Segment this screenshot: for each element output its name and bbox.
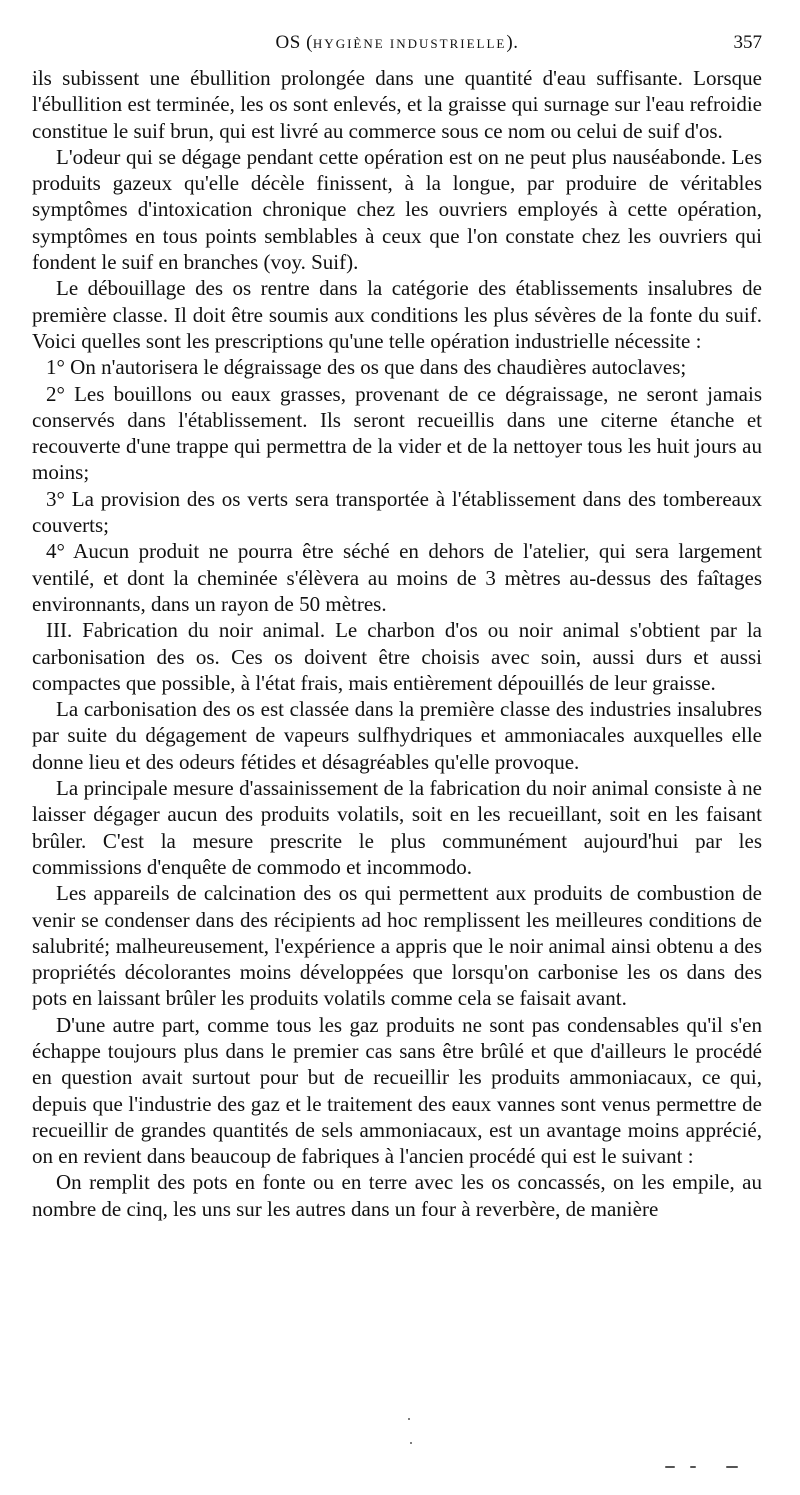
paragraph: ils subissent une ébullition prolongée dans une quantité d'eau suffisante. Lorsque l'ébullition est terminée, les os sont enlevés, et la graisse qui surnage sur l'eau refroidie constitue le suif brun, qui est livré au commerce sous ce nom ou celui de suif d'os. bbox=[32, 66, 762, 143]
running-title-smallcaps: HYGIÈNE INDUSTRIELLE bbox=[312, 36, 507, 51]
running-title-suffix: ). bbox=[506, 32, 519, 53]
list-item: 4° Aucun produit ne pourra être séché en dehors de l'atelier, qui sera largement ventilé, et dont la cheminée s'élèvera au moins de 3 mètres au-dessus des faîtages environnants, dans un rayon de 50 mètres. bbox=[32, 539, 762, 616]
list-item: 3° La provision des os verts sera transportée à l'établissement dans des tombereaux couverts; bbox=[32, 486, 762, 538]
paragraph: D'une autre part, comme tous les gaz produits ne sont pas condensables qu'il s'en échappe toujours plus dans le premier cas sans être brûlé et que d'ailleurs le procédé en question avait surtout pour but de recueillir les produits ammoniacaux, ce qui, depuis que l'industrie des gaz et le traitement des eaux vannes sont venus permettre de recueillir de grandes quantités de sels ammoniacaux, est un avantage moins apprécié, on en revient dans beaucoup de fabriques à l'ancien procédé qui est le suivant : bbox=[32, 1012, 762, 1169]
page-number: 357 bbox=[733, 32, 762, 53]
print-speck bbox=[410, 1442, 412, 1444]
paragraph: L'odeur qui se dégage pendant cette opération est on ne peut plus nauséabonde. Les produits gazeux qu'elle décèle finissent, à la longue, par produire de véritables symptômes d'intoxication chronique chez les ouvriers employés à cette opération, symptômes en tous points semblables à ceux que l'on constate chez les ouvriers qui fondent le suif en branches (voy. Suif). bbox=[32, 144, 762, 275]
print-specks bbox=[400, 1400, 760, 1480]
paragraph: La carbonisation des os est classée dans la première classe des industries insalubres par suite du dégagement de vapeurs sulfhydriques et ammoniacales auxquelles elle donne lieu et des odeurs fétides et désagréables qu'elle provoque. bbox=[32, 697, 762, 774]
print-speck bbox=[690, 1466, 696, 1468]
paragraph: Les appareils de calcination des os qui permettent aux produits de combustion de venir se condenser dans des récipients ad hoc remplissent les meilleures conditions de salubrité; malheureusement, l'expérience a appris que le noir animal ainsi obtenu a des propriétés décolorantes moins développées que lorsqu'on carbonise les os dans des pots en laissant brûler les produits volatils comme cela se faisait avant. bbox=[32, 881, 762, 1011]
print-speck bbox=[726, 1466, 738, 1468]
paragraph: La principale mesure d'assainissement de la fabrication du noir animal consiste à ne laisser dégager aucun des produits volatils, soit en les recueillant, soit en les faisant brûler. C'est la mesure prescrite le plus communément aujourd'hui par les commissions d'enquête de commodo et incommodo. bbox=[32, 776, 762, 879]
print-speck bbox=[665, 1466, 675, 1468]
list-item: 2° Les bouillons ou eaux grasses, provenant de ce dégraissage, ne seront jamais conservés dans l'établissement. Ils seront recueillis dans une citerne étanche et recouverte d'une trappe qui permettra de la vider et de la nettoyer tous les huit jours au moins; bbox=[32, 381, 762, 485]
running-head bbox=[32, 32, 762, 58]
section-paragraph: III. Fabrication du noir animal. Le charbon d'os ou noir animal s'obtient par la carbonisation des os. Ces os doivent être choisis avec soin, aussi durs et aussi compactes que possible, à l'état frais, mais entièrement dépouillés de leur graisse. bbox=[32, 618, 762, 695]
running-title bbox=[32, 32, 762, 54]
paragraph: Le débouillage des os rentre dans la catégorie des établissements insalubres de première classe. Il doit être soumis aux conditions les plus sévères de la fonte du suif. Voici quelles sont les prescriptions qu'une telle opération industrielle nécessite : bbox=[32, 276, 762, 353]
paragraph: On remplit des pots en fonte ou en terre avec les os concassés, on les empile, au nombre de cinq, les uns sur les autres dans un four à reverbère, de manière bbox=[32, 1170, 762, 1221]
running-title-prefix: OS ( bbox=[275, 32, 313, 53]
print-speck bbox=[408, 1418, 410, 1420]
body-text bbox=[32, 65, 762, 1222]
list-item: 1° On n'autorisera le dégraissage des os que dans des chaudières autoclaves; bbox=[46, 355, 687, 380]
